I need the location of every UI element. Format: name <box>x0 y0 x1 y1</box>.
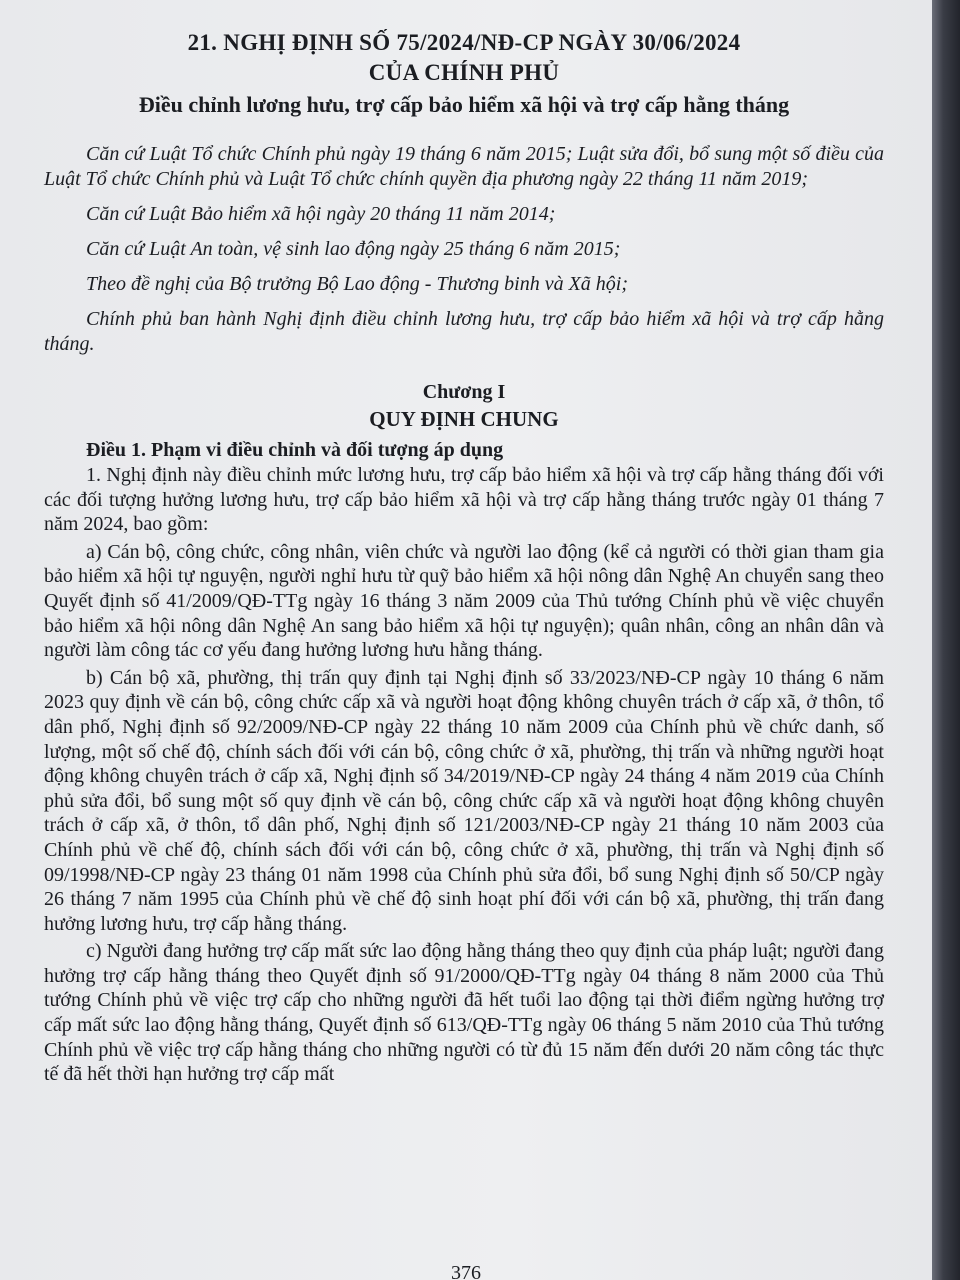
body-paragraph: a) Cán bộ, công chức, công nhân, viên chức và người lao động (kể cả người có thời gian tham gia bảo hiểm xã hội tự nguyện, người nghỉ hưu từ quỹ bảo hiểm xã hội nông dân Nghệ An chuyển sang theo Quyết định số 41/2009/QĐ-TTg ngày 16 tháng 3 năm 2009 của Thủ tướng Chính phủ về việc chuyển bảo hiểm xã hội nông dân Nghệ An sang bảo hiểm xã hội tự nguyện); quân nhân, công an nhân dân và người làm công tác cơ yếu đang hưởng lương hưu hằng tháng. <box>44 540 884 662</box>
preamble-paragraph: Chính phủ ban hành Nghị định điều chỉnh lương hưu, trợ cấp bảo hiểm xã hội và trợ cấp hằng tháng. <box>44 308 884 355</box>
chapter-title: QUY ĐỊNH CHUNG <box>369 407 559 431</box>
decree-subtitle: Điều chỉnh lương hưu, trợ cấp bảo hiểm xã hội và trợ cấp hằng tháng <box>138 92 790 117</box>
book-spine-shadow <box>932 0 960 1280</box>
article-body <box>44 463 884 1087</box>
chapter-label: Chương I <box>422 381 506 403</box>
decree-title-line1: 21. NGHỊ ĐỊNH SỐ 75/2024/NĐ-CP NGÀY 30/06/2024 <box>187 30 741 55</box>
preamble-paragraph: Căn cứ Luật Bảo hiểm xã hội ngày 20 tháng 11 năm 2014; <box>86 203 556 225</box>
preamble-paragraph: Căn cứ Luật An toàn, vệ sinh lao động ngày 25 tháng 6 năm 2015; <box>86 238 621 260</box>
body-paragraph: c) Người đang hưởng trợ cấp mất sức lao động hằng tháng theo quy định của pháp luật; người đang hưởng trợ cấp hằng tháng theo Quyết định số 91/2000/QĐ-TTg ngày 04 tháng 8 năm 2000 của Thủ tướng Chính phủ về việc trợ cấp cho những người đã hết tuổi lao động tại thời điểm ngừng hưởng trợ cấp mất sức lao động hằng tháng, Quyết định số 613/QĐ-TTg ngày 06 tháng 5 năm 2010 của Thủ tướng Chính phủ về việc trợ cấp hằng tháng cho những người có từ đủ 15 năm đến dưới 20 năm công tác thực tế đã hết thời hạn hưởng trợ cấp mất <box>44 940 884 1086</box>
body-paragraph: 1. Nghị định này điều chỉnh mức lương hưu, trợ cấp bảo hiểm xã hội và trợ cấp hằng tháng đối với các đối tượng hưởng lương hưu, trợ cấp bảo hiểm xã hội và trợ cấp hằng tháng trước ngày 01 tháng 7 năm 2024, bao gồm: <box>44 464 884 536</box>
decree-title-line2: CỦA CHÍNH PHỦ <box>368 60 560 85</box>
preamble-paragraph: Căn cứ Luật Tổ chức Chính phủ ngày 19 tháng 6 năm 2015; Luật sửa đổi, bổ sung một số điều của Luật Tổ chức Chính phủ và Luật Tổ chức chính quyền địa phương ngày 22 tháng 11 năm 2019; <box>44 143 884 190</box>
article-title: Điều 1. Phạm vi điều chỉnh và đối tượng áp dụng <box>86 439 504 461</box>
page-content <box>44 28 884 1090</box>
preamble-paragraph: Theo đề nghị của Bộ trưởng Bộ Lao động - Thương binh và Xã hội; <box>86 273 629 295</box>
preamble <box>44 142 884 357</box>
page-number: 376 <box>451 1262 481 1280</box>
body-paragraph: b) Cán bộ xã, phường, thị trấn quy định tại Nghị định số 33/2023/NĐ-CP ngày 10 tháng 6 năm 2023 quy định về cán bộ, công chức cấp xã và người hoạt động không chuyên trách ở cấp xã, ở thôn, tổ dân phố, Nghị định số 92/2009/NĐ-CP ngày 22 tháng 10 năm 2009 của Chính phủ về chức danh, số lượng, một số chế độ, chính sách đối với cán bộ, công chức ở xã, phường, thị trấn và những người hoạt động không chuyên trách ở cấp xã, Nghị định số 34/2019/NĐ-CP ngày 24 tháng 4 năm 2019 của Chính phủ sửa đổi, bổ sung một số quy định về cán bộ, công chức cấp xã và người hoạt động không chuyên trách ở cấp xã, ở thôn, tổ dân phố, Nghị định số 121/2003/NĐ-CP ngày 21 tháng 10 năm 2003 của Chính phủ về chế độ, chính sách đối với cán bộ, công chức ở xã, phường, thị trấn và Nghị định số 09/1998/NĐ-CP ngày 23 tháng 01 năm 1998 của Chính phủ sửa đổi, bổ sung Nghị định số 50/CP ngày 26 tháng 7 năm 1995 của Chính phủ về chế độ sinh hoạt phí đối với cán bộ xã, phường, thị trấn đang hưởng lương hưu, trợ cấp hằng tháng. <box>44 666 884 935</box>
